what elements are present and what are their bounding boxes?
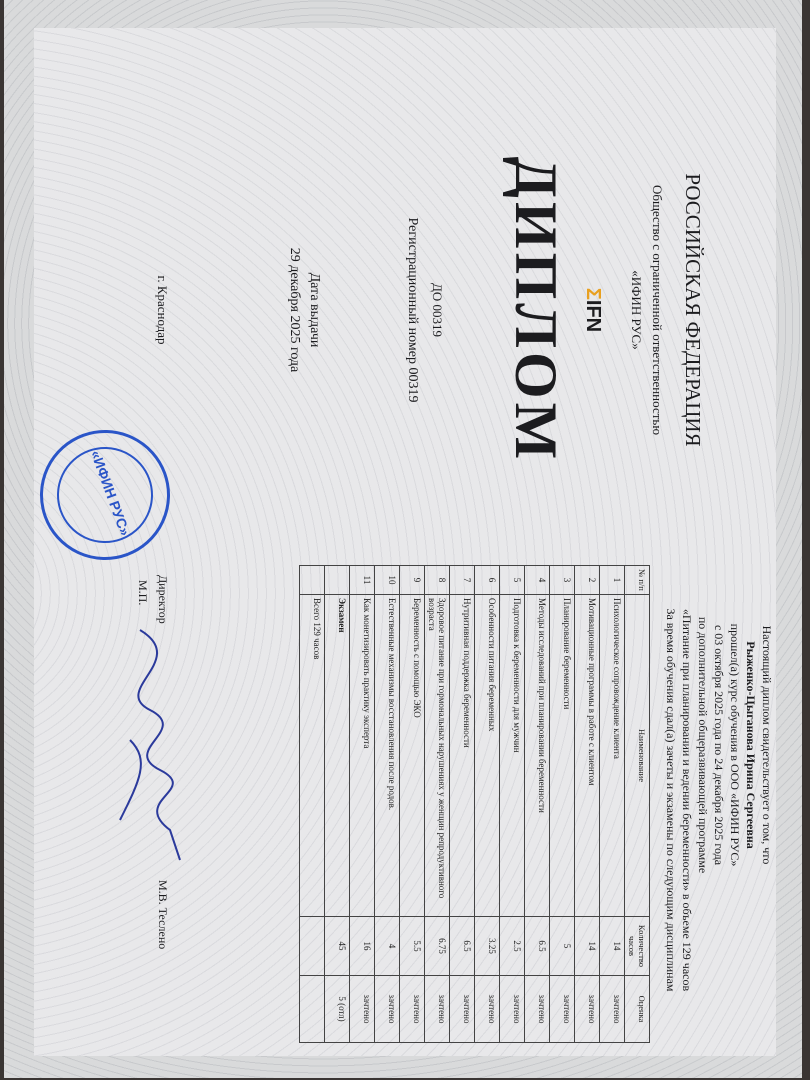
- grade: зачтено: [575, 976, 600, 1043]
- row-number: 7: [450, 566, 475, 595]
- hours: 16: [350, 917, 375, 976]
- table-header-row: [625, 566, 650, 1043]
- col-hours: Количество часов: [625, 917, 650, 976]
- disciplines-table: [299, 565, 650, 1043]
- row-number: 9: [400, 566, 425, 595]
- org-line-1: Общество с ограниченной ответственностью: [650, 184, 665, 436]
- grade: зачтено: [450, 976, 475, 1043]
- row-number: 3: [550, 566, 575, 595]
- disciplines-intro: За время обучения сдал(а) зачеты и экзамены по следующим дисциплинам: [664, 608, 678, 992]
- diploma-title: ДИПЛОМ: [503, 156, 569, 464]
- row-number: 2: [575, 566, 600, 595]
- total-hours: Всего 129 часов: [300, 595, 325, 917]
- logo-mark-icon: Σ: [582, 287, 604, 300]
- table-row: [500, 566, 525, 1043]
- seal-label: М.П.: [136, 580, 150, 606]
- discipline-name: Нутритивная поддержка беременности: [450, 595, 475, 917]
- director-signature: [100, 620, 210, 870]
- program-name-line: «Питание при планировании и ведении беременности» в объеме 129 часов: [680, 608, 694, 992]
- grade: зачтено: [550, 976, 575, 1043]
- hours: 14: [600, 917, 625, 976]
- grade: зачтено: [425, 976, 450, 1043]
- organization-stamp: «ИФИН РУС»: [22, 412, 189, 579]
- discipline-name: Здоровое питание при гормональных нарушениях у женщин репродуктивного возраста: [425, 595, 450, 917]
- table-row: [425, 566, 450, 1043]
- row-number: 8: [425, 566, 450, 595]
- col-name: Наименование: [625, 595, 650, 917]
- discipline-name: Методы исследований при планировании беременности: [525, 595, 550, 917]
- row-number: 5: [500, 566, 525, 595]
- org-line-2: «ИФИН РУС»: [629, 270, 644, 350]
- intro-line: Настоящий диплом свидетельствует о том, что: [760, 625, 774, 865]
- issue-date-label: Дата выдачи: [307, 272, 322, 348]
- discipline-name: Мотивационные программы в работе с клиентом: [575, 595, 600, 917]
- table-row: [400, 566, 425, 1043]
- hours: 6.75: [425, 917, 450, 976]
- table-row: [375, 566, 400, 1043]
- grade: зачтено: [375, 976, 400, 1043]
- ifn-logo: ΣIFN: [582, 287, 604, 333]
- registration-number: Регистрационный номер 00319: [405, 217, 420, 403]
- row-number: 10: [375, 566, 400, 595]
- table-row: [550, 566, 575, 1043]
- discipline-name: Экзамен: [325, 595, 350, 917]
- hours: 5.5: [400, 917, 425, 976]
- table-row: [525, 566, 550, 1043]
- student-name: Рыженко-Цыганова Ирина Сергеевна: [744, 641, 758, 849]
- hours: 4: [375, 917, 400, 976]
- grade: зачтено: [475, 976, 500, 1043]
- discipline-name: Планирование беременности: [550, 595, 575, 917]
- hours: 3.25: [475, 917, 500, 976]
- table-row: [600, 566, 625, 1043]
- row-number: 4: [525, 566, 550, 595]
- city: г. Краснодар: [155, 275, 170, 345]
- table-row: [450, 566, 475, 1043]
- hours: 6.5: [450, 917, 475, 976]
- grade: зачтено: [500, 976, 525, 1043]
- period-line: с 03 октября 2025 года по 24 декабря 2025 года: [712, 624, 726, 866]
- grade: 5 (отл): [325, 976, 350, 1043]
- grade: зачтено: [600, 976, 625, 1043]
- diploma-series: ДО 00319: [430, 282, 445, 337]
- row-number: 1: [600, 566, 625, 595]
- grade: зачтено: [525, 976, 550, 1043]
- hours: 45: [325, 917, 350, 976]
- col-grade: Оценка: [625, 976, 650, 1043]
- table-row: [325, 566, 350, 1043]
- hours: 14: [575, 917, 600, 976]
- discipline-name: Подготовка к беременности для мужчин: [500, 595, 525, 917]
- discipline-name: Беременность с помощью ЭКО: [400, 595, 425, 917]
- hours: 2.5: [500, 917, 525, 976]
- director-name: М.В. Теслено: [156, 880, 170, 950]
- table-row: [475, 566, 500, 1043]
- row-number: 11: [350, 566, 375, 595]
- country-heading: РОССИЙСКАЯ ФЕДЕРАЦИЯ: [681, 173, 705, 447]
- issue-date: 29 декабря 2025 года: [287, 247, 302, 373]
- director-label: Директор: [156, 575, 170, 624]
- discipline-name: Особенности питания беременных: [475, 595, 500, 917]
- row-number: 6: [475, 566, 500, 595]
- program-type-line: по дополнительной общеразвивающей программе: [696, 616, 710, 874]
- table-total-row: [300, 566, 325, 1043]
- col-number: № п/п: [625, 566, 650, 595]
- course-line: прошел(а) курс обучения в ООО «ИФИН РУС»: [728, 623, 742, 867]
- hours: 5: [550, 917, 575, 976]
- grade: зачтено: [400, 976, 425, 1043]
- table-row: [350, 566, 375, 1043]
- discipline-name: Психологическое сопровождение клиента: [600, 595, 625, 917]
- hours: 6.5: [525, 917, 550, 976]
- row-number: [325, 566, 350, 595]
- table-row: [575, 566, 600, 1043]
- discipline-name: Естественные механизмы восстановления после родов.: [375, 595, 400, 917]
- grade: зачтено: [350, 976, 375, 1043]
- discipline-name: Как монетизировать практику эксперта: [350, 595, 375, 917]
